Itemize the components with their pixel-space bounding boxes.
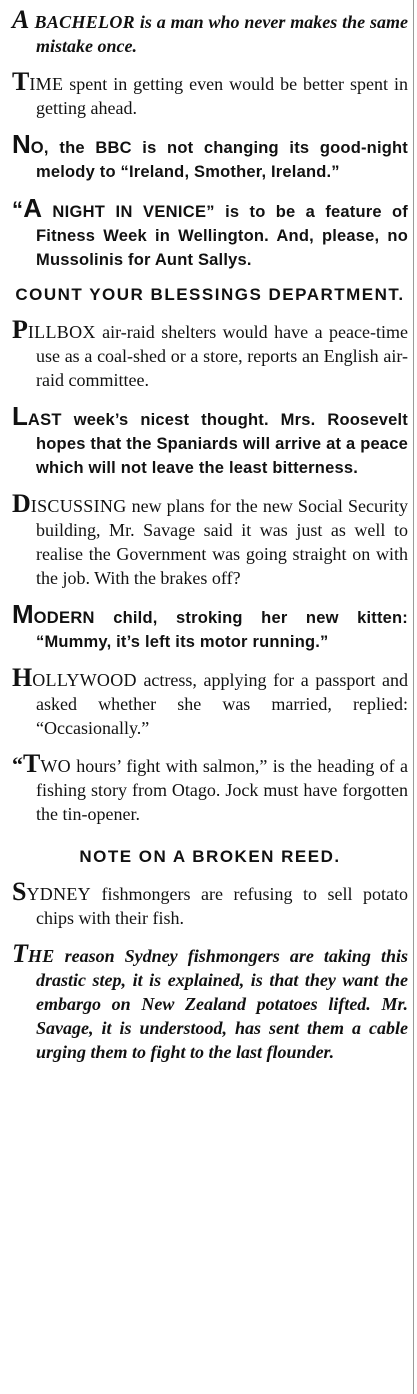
paragraph-text: is a man who never makes the same mistake once. [36, 12, 408, 56]
paragraph-modern-child [12, 599, 408, 654]
drop-initial: S [12, 877, 27, 906]
paragraph-text: air-raid shelters would have a peace-time use as a coal-shed or a store, reports an English air-raid committee. [36, 322, 408, 390]
paragraph-venice [12, 193, 408, 272]
lead-word: WO [40, 756, 71, 776]
lead-word: OLLYWOOD [32, 670, 137, 690]
lead-word: AST [27, 411, 62, 429]
lead-word: YDNEY [26, 884, 91, 904]
paragraph-text: actress, applying for a passport and asked whether she was married, replied: “Occasionally.” [36, 670, 408, 738]
lead-word: HE [27, 946, 55, 966]
column-rule [413, 0, 414, 1394]
newspaper-column [12, 5, 408, 1076]
paragraph-text: reason Sydney fishmongers are taking this drastic step, it is explained, is that they want the embargo on New Zealand potatoes lifted. Mr. Savage, it is understood, has sent them a cable urging them to fight to the last flounder. [36, 946, 408, 1062]
paragraph-sydney [12, 877, 408, 930]
open-quote: “ [12, 752, 23, 777]
paragraph-reason [12, 939, 408, 1064]
paragraph-bbc [12, 129, 408, 184]
drop-initial: T [12, 939, 28, 968]
paragraph-pillbox [12, 315, 408, 392]
paragraph-time [12, 67, 408, 120]
drop-initial: P [12, 315, 28, 344]
paragraph-text: spent in getting even would be better spent in getting ahead. [36, 74, 408, 118]
drop-initial: M [12, 599, 34, 629]
paragraph-text: child, stroking her new kitten: “Mummy, it’s left its motor running.” [36, 609, 408, 651]
paragraph-salmon [12, 749, 408, 826]
lead-word: ISCUSSING [30, 496, 127, 516]
lead-word: BACHELOR [29, 12, 135, 32]
paragraph-bachelor [12, 5, 408, 58]
lead-word: ODERN [33, 609, 95, 627]
drop-initial: N [12, 129, 31, 159]
paragraph-text: new plans for the new Social Security building, Mr. Savage said it was just as well to realise the Government was going straight on with the job. With the brakes off? [36, 496, 408, 588]
drop-initial: T [23, 749, 41, 778]
section-heading-broken-reed: NOTE ON A BROKEN REED. [79, 847, 341, 866]
open-quote: “ [12, 197, 24, 222]
lead-word: NIGHT IN VENICE” [41, 203, 215, 221]
drop-initial: H [12, 663, 33, 692]
drop-initial: T [12, 67, 30, 96]
paragraph-text: the BBC is not changing its good-night melody to “Ireland, Smother, Ireland.” [36, 139, 408, 181]
drop-initial: A [12, 5, 30, 34]
paragraph-text: hours’ fight with salmon,” is the heading of a fishing story from Otago. Jock must have forgotten the tin-opener. [36, 756, 408, 824]
paragraph-text: week’s nicest thought. Mrs. Roosevelt hopes that the Spaniards will arrive at a peace which will not leave the least bitterness. [36, 411, 408, 477]
lead-word: ILLBOX [27, 322, 96, 342]
paragraph-text: is to be a feature of Fitness Week in Wellington. And, please, no Mussolinis for Aunt Sallys. [36, 203, 408, 269]
section-heading-blessings: COUNT YOUR BLESSINGS DEPARTMENT. [15, 285, 405, 304]
paragraph-last-week [12, 401, 408, 480]
paragraph-text: fishmongers are refusing to sell potato chips with their fish. [36, 884, 408, 928]
lead-word: O, [30, 139, 49, 157]
lead-word: IME [29, 74, 64, 94]
drop-initial: L [12, 401, 28, 431]
drop-initial: D [12, 489, 31, 518]
drop-initial: A [23, 193, 42, 223]
paragraph-hollywood [12, 663, 408, 740]
paragraph-discussing [12, 489, 408, 590]
